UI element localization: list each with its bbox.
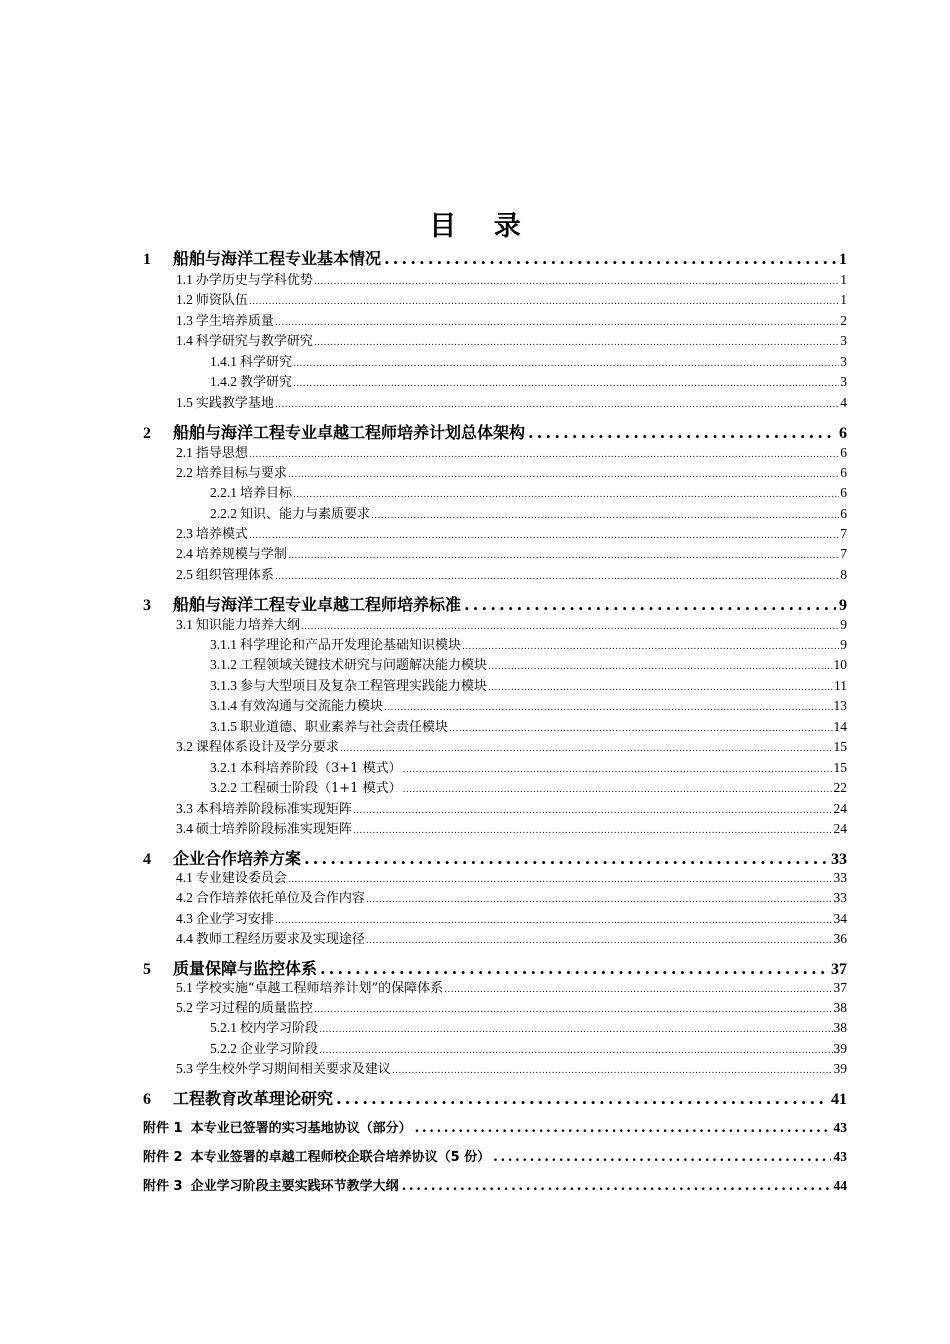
toc-leader-dots (288, 470, 839, 480)
toc-entry-number: 5.1 (176, 980, 193, 995)
toc-entry-title: 本科培养阶段标准实现矩阵 (195, 802, 352, 817)
toc-entry-page: 6 (840, 445, 847, 460)
toc-leader-dots (275, 400, 839, 410)
toc-leader-dots (293, 490, 839, 500)
toc-leader-dots (444, 985, 832, 995)
toc-entry-title: 本专业已签署的实习基地协议（部分） (190, 1121, 412, 1136)
toc-entry-title: 科学研究与教学研究 (195, 334, 313, 349)
toc-leader-dots (402, 1178, 831, 1194)
toc-entry[interactable] (176, 310, 847, 329)
toc-entry[interactable] (210, 695, 847, 714)
toc-entry-page: 2 (840, 313, 847, 328)
toc-leader-dots (449, 724, 832, 734)
toc-entry[interactable] (176, 1058, 847, 1077)
toc-entry[interactable] (176, 818, 847, 837)
toc-entry-number: 4.2 (176, 890, 193, 905)
toc-entry-page: 9 (840, 637, 847, 652)
toc-leader-dots (301, 622, 839, 632)
toc-entry[interactable] (210, 371, 847, 390)
toc-leader-dots (366, 936, 833, 946)
toc-entry-page: 37 (831, 961, 847, 978)
toc-entry[interactable] (210, 757, 847, 776)
toc-leader-dots (304, 849, 828, 868)
toc-entry-page: 3 (840, 374, 847, 389)
toc-entry[interactable] (143, 1117, 847, 1137)
toc-entry-title: 工程硕士阶段（1+1 模式） (240, 781, 402, 796)
toc-entry-number: 2.3 (176, 526, 193, 541)
toc-leader-dots (288, 551, 839, 561)
toc-entry-number: 2.5 (176, 567, 193, 582)
toc-leader-dots (392, 1066, 833, 1076)
toc-leader-dots (249, 450, 839, 460)
toc-entry-title: 组织管理体系 (195, 568, 274, 583)
toc-entry-page: 6 (839, 425, 847, 442)
toc-entry-title: 学校实施“卓越工程师培养计划”的保障体系 (195, 981, 444, 996)
toc-entry-number: 3.4 (176, 821, 193, 836)
toc-leader-dots (353, 826, 833, 836)
toc-entry-title: 培养规模与学制 (195, 547, 287, 562)
toc-entry-page: 24 (833, 801, 847, 816)
toc-entry-page: 10 (833, 657, 847, 672)
toc-leader-dots (462, 642, 839, 652)
toc-entry-number: 1.4.2 (210, 374, 237, 389)
toc-leader-dots (249, 297, 839, 307)
toc-entry-page: 7 (840, 546, 847, 561)
toc-leader-dots (371, 511, 839, 521)
toc-entry-page: 43 (833, 1149, 847, 1164)
toc-entry-number: 1 (143, 251, 151, 268)
toc-entry-number: 3.2.1 (210, 760, 237, 775)
toc-entry-title: 参与大型项目及复杂工程管理实践能力模块 (240, 679, 488, 694)
toc-entry-number: 4 (143, 851, 151, 868)
toc-entry-number: 1.3 (176, 313, 193, 328)
toc-entry[interactable] (176, 798, 847, 817)
toc-entry-title: 本专业签署的卓越工程师校企联合培养协议（5 份） (190, 1150, 491, 1165)
toc-entry[interactable] (176, 736, 847, 755)
toc-entry-page: 39 (833, 1041, 847, 1056)
toc-leader-dots (488, 683, 833, 693)
toc-entry[interactable] (210, 654, 847, 673)
toc-entry-page: 6 (840, 465, 847, 480)
toc-entry-number: 2.2 (176, 465, 193, 480)
toc-entry-number: 2.4 (176, 546, 193, 561)
toc-entry-title: 企业学习阶段 (240, 1042, 319, 1057)
toc-entry-page: 33 (831, 851, 847, 868)
toc-leader-dots (493, 1149, 830, 1165)
toc-entry-number: 3 (143, 597, 151, 614)
toc-entry-number: 1.4.1 (210, 354, 237, 369)
toc-entry[interactable] (143, 956, 847, 978)
toc-leader-dots (384, 703, 832, 713)
toc-entry-page: 38 (833, 1020, 847, 1035)
toc-entry[interactable] (210, 482, 847, 501)
toc-entry-page: 3 (840, 354, 847, 369)
toc-entry-page: 13 (833, 698, 847, 713)
toc-entry-page: 38 (833, 1000, 847, 1015)
toc-leader-dots (314, 277, 839, 287)
toc-entry-page: 15 (833, 760, 847, 775)
toc-entry[interactable] (176, 887, 847, 906)
toc-entry-number: 3.1.4 (210, 698, 237, 713)
toc-entry-number: 5.2.1 (210, 1020, 237, 1035)
toc-entry[interactable] (176, 442, 847, 461)
toc-title: 目 录 (429, 211, 535, 242)
toc-entry-number: 3.3 (176, 801, 193, 816)
toc-entry-page: 11 (834, 678, 847, 693)
toc-entry-page: 9 (839, 597, 847, 614)
toc-entry[interactable] (210, 503, 847, 522)
toc-leader-dots (340, 744, 833, 754)
toc-entry-title: 质量保障与监控体系 (173, 959, 318, 978)
toc-leader-dots (403, 765, 833, 775)
toc-entry-page: 44 (833, 1178, 847, 1193)
toc-entry[interactable] (176, 614, 847, 633)
toc-entry-page: 6 (840, 506, 847, 521)
toc-entry-page: 33 (833, 870, 847, 885)
toc-entry-title: 科学理论和产品开发理论基础知识模块 (240, 638, 462, 653)
toc-entry-number: 4.4 (176, 931, 193, 946)
toc-leader-dots (403, 785, 833, 795)
toc-entry-number: 2.1 (176, 445, 193, 460)
toc-entry-number: 5.3 (176, 1061, 193, 1076)
toc-leader-dots (293, 379, 839, 389)
toc-entry-number: 3.1.1 (210, 637, 237, 652)
toc-entry-title: 实践教学基地 (195, 396, 274, 411)
toc-leader-dots (528, 423, 836, 442)
toc-entry[interactable] (143, 1175, 847, 1195)
toc-entry-number: 3.1 (176, 617, 193, 632)
toc-entry[interactable] (176, 392, 847, 411)
toc-entry-title: 企业学习阶段主要实践环节教学大纲 (190, 1179, 399, 1194)
toc-entry-number: 1.2 (176, 292, 193, 307)
toc-entry-page: 41 (831, 1091, 847, 1108)
toc-entry[interactable] (176, 289, 847, 308)
toc-entry-title: 知识能力培养大纲 (195, 618, 300, 633)
toc-entry-title: 企业学习安排 (195, 912, 274, 927)
toc-entry-title: 工程教育改革理论研究 (173, 1089, 334, 1108)
toc-leader-dots (288, 875, 833, 885)
toc-entry[interactable] (176, 867, 847, 886)
toc-leader-dots (319, 1025, 832, 1035)
toc-entry-title: 指导思想 (195, 446, 248, 461)
toc-entry[interactable] (143, 1086, 847, 1108)
toc-entry-title: 办学历史与学科优势 (195, 273, 313, 288)
toc-entry-title: 合作培养依托单位及合作内容 (195, 891, 365, 906)
toc-entry-page: 7 (840, 526, 847, 541)
toc-entry-number: 4.3 (176, 911, 193, 926)
toc-entry[interactable] (176, 523, 847, 542)
toc-entry[interactable] (176, 908, 847, 927)
toc-entry-number: 3.2.2 (210, 780, 237, 795)
toc-entry-title: 课程体系设计及学分要求 (195, 740, 339, 755)
toc-entry-title: 培养目标与要求 (195, 466, 287, 481)
toc-entry-title: 船舶与海洋工程专业基本情况 (173, 249, 382, 268)
toc-leader-dots (320, 959, 828, 978)
toc-entry-page: 33 (833, 890, 847, 905)
toc-entry-number: 4.1 (176, 870, 193, 885)
toc-entry-number: 3.1.5 (210, 719, 237, 734)
toc-leader-dots (415, 1120, 831, 1136)
toc-leader-dots (275, 572, 839, 582)
toc-entry[interactable] (176, 269, 847, 288)
toc-entry-number: 1.1 (176, 272, 193, 287)
toc-entry-page: 24 (833, 821, 847, 836)
toc-entry[interactable] (210, 675, 847, 694)
toc-entry[interactable] (176, 462, 847, 481)
toc-entry-number: 附件 1 (143, 1121, 183, 1136)
toc-entry-title: 教师工程经历要求及实现途径 (195, 932, 365, 947)
toc-entry-number: 3.1.2 (210, 657, 237, 672)
toc-entry-page: 3 (840, 333, 847, 348)
toc-entry-title: 船舶与海洋工程专业卓越工程师培养标准 (173, 595, 462, 614)
toc-entry[interactable] (210, 777, 847, 796)
toc-entry-number: 5.2 (176, 1000, 193, 1015)
toc-entry[interactable] (143, 420, 847, 442)
toc-entry-title: 硕士培养阶段标准实现矩阵 (195, 822, 352, 837)
toc-leader-dots (488, 662, 832, 672)
toc-entry-page: 43 (833, 1120, 847, 1135)
toc-entry[interactable] (176, 928, 847, 947)
toc-entry[interactable] (176, 564, 847, 583)
toc-entry-number: 5.2.2 (210, 1041, 237, 1056)
toc-entry-page: 34 (833, 911, 847, 926)
toc-entry-title: 船舶与海洋工程专业卓越工程师培养计划总体架构 (173, 423, 526, 442)
toc-leader-dots (384, 249, 836, 268)
toc-entry-title: 学生培养质量 (195, 314, 274, 329)
toc-entry-number: 3.2 (176, 739, 193, 754)
toc-entry-page: 37 (833, 980, 847, 995)
toc-entry[interactable] (176, 543, 847, 562)
toc-leader-dots (464, 595, 836, 614)
toc-entry-title: 校内学习阶段 (240, 1021, 319, 1036)
toc-leader-dots (275, 318, 839, 328)
toc-entry-title: 教学研究 (240, 375, 293, 390)
toc-entry-page: 22 (833, 780, 847, 795)
toc-entry-page: 1 (839, 251, 847, 268)
toc-leader-dots (293, 359, 839, 369)
toc-entry[interactable] (143, 1146, 847, 1166)
toc-entry-page: 14 (833, 719, 847, 734)
toc-entry-page: 1 (840, 292, 847, 307)
toc-entry-title: 学习过程的质量监控 (195, 1001, 313, 1016)
toc-entry-page: 9 (840, 617, 847, 632)
toc-entry-number: 1.5 (176, 395, 193, 410)
toc-entry-number: 1.4 (176, 333, 193, 348)
toc-entry-page: 15 (833, 739, 847, 754)
toc-entry-title: 师资队伍 (195, 293, 248, 308)
toc-leader-dots (353, 806, 833, 816)
toc-entry[interactable] (143, 246, 847, 268)
toc-leader-dots (314, 338, 839, 348)
toc-entry-number: 3.1.3 (210, 678, 237, 693)
toc-entry-title: 科学研究 (240, 355, 293, 370)
toc-entry-title: 知识、能力与素质要求 (240, 507, 371, 522)
toc-entry-number: 附件 3 (143, 1179, 183, 1194)
toc-entry[interactable] (176, 977, 847, 996)
toc-entry-number: 5 (143, 961, 151, 978)
toc-entry[interactable] (176, 330, 847, 349)
toc-entry-title: 本科培养阶段（3+1 模式） (240, 761, 402, 776)
toc-entry-number: 2.2.1 (210, 485, 237, 500)
toc-leader-dots (319, 1046, 832, 1056)
toc-entry-number: 6 (143, 1091, 151, 1108)
toc-entry[interactable] (210, 716, 847, 735)
toc-entry-page: 1 (840, 272, 847, 287)
toc-entry[interactable] (143, 846, 847, 868)
toc-entry[interactable] (210, 351, 847, 370)
toc-entry-title: 学生校外学习期间相关要求及建议 (195, 1062, 391, 1077)
toc-entry[interactable] (210, 634, 847, 653)
toc-entry-number: 2 (143, 425, 151, 442)
toc-entry-page: 36 (833, 931, 847, 946)
toc-entry[interactable] (210, 1017, 847, 1036)
toc-leader-dots (366, 895, 833, 905)
toc-entry-page: 4 (840, 395, 847, 410)
toc-entry-number: 附件 2 (143, 1150, 183, 1165)
toc-leader-dots (314, 1005, 833, 1015)
toc-entry[interactable] (176, 997, 847, 1016)
toc-entry-page: 6 (840, 485, 847, 500)
toc-entry-page: 8 (840, 567, 847, 582)
toc-entry-title: 有效沟通与交流能力模块 (240, 699, 384, 714)
toc-entry-title: 培养目标 (240, 486, 293, 501)
toc-leader-dots (275, 916, 833, 926)
toc-entry-title: 职业道德、职业素养与社会责任模块 (240, 720, 449, 735)
toc-entry[interactable] (210, 1038, 847, 1057)
toc-entry-title: 专业建设委员会 (195, 871, 287, 886)
toc-entry-title: 培养模式 (195, 527, 248, 542)
toc-entry-number: 2.2.2 (210, 506, 237, 521)
toc-entry-page: 39 (833, 1061, 847, 1076)
toc-entry[interactable] (143, 592, 847, 614)
toc-entry-title: 企业合作培养方案 (173, 849, 302, 868)
toc-entry-title: 工程领域关键技术研究与问题解决能力模块 (240, 658, 488, 673)
toc-leader-dots (336, 1089, 828, 1108)
toc-leader-dots (249, 531, 839, 541)
